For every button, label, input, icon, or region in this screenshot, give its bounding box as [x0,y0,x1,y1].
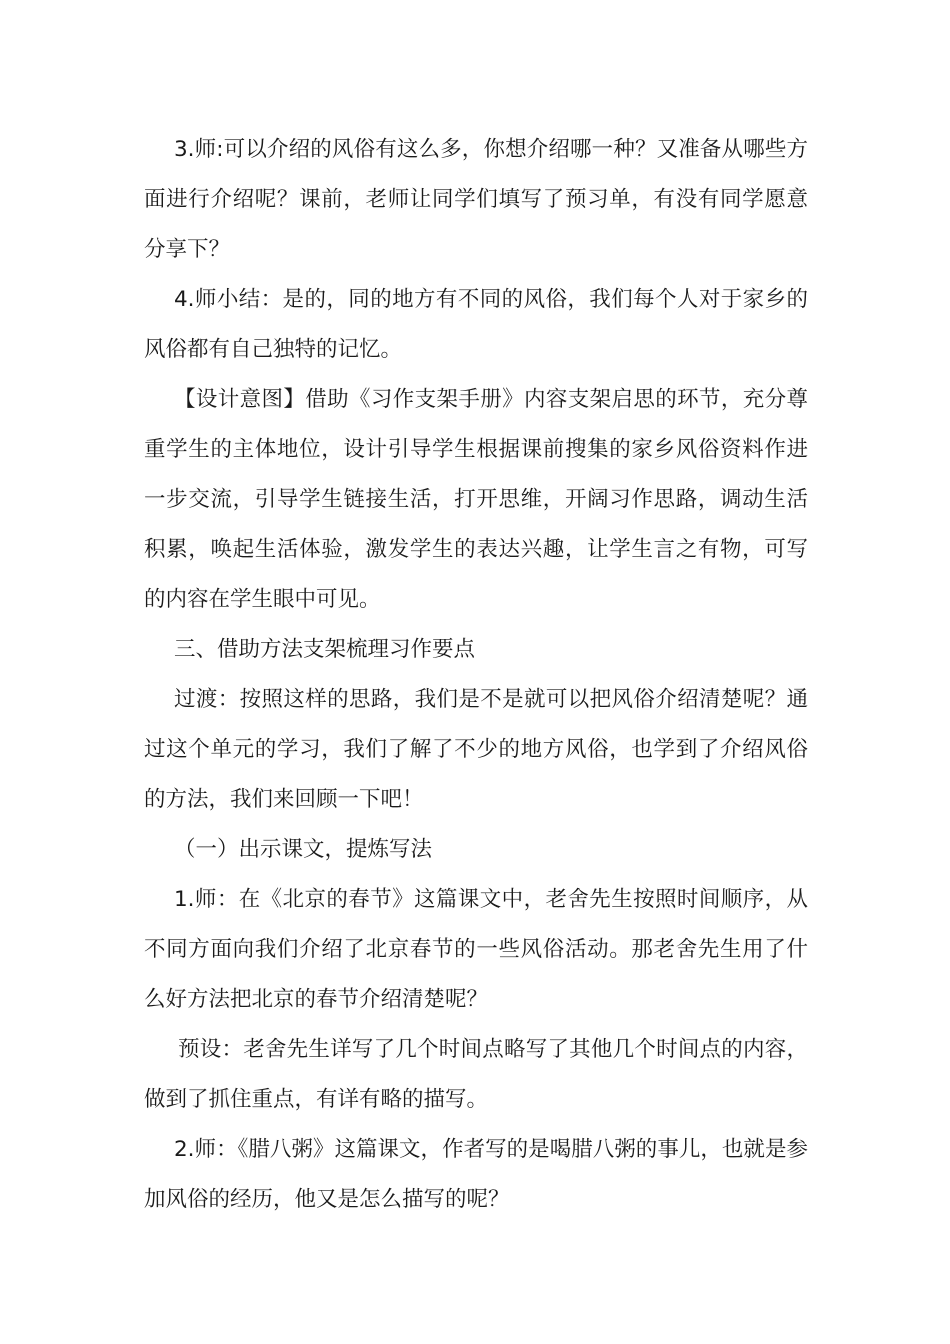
document-body [144,125,808,1225]
paragraph-design-intent: 【设计意图】借助《习作支架手册》内容支架启思的环节，充分尊重学生的主体地位，设计引导学生根据课前搜集的家乡风俗资料作进一步交流，引导学生链接生活，打开思维，开阔习作思路，调动生活积累，唤起生活体验，激发学生的表达兴趣，让学生言之有物，可写的内容在学生眼中可见。 [144,387,808,612]
paragraph-teacher-question-1: 1.师：在《北京的春节》这篇课文中，老舍先生按照时间顺序，从不同方面向我们介绍了北京春节的一些风俗活动。那老舍先生用了什么好方法把北京的春节介绍清楚呢？ [144,887,808,1012]
paragraph-presumption: 预设：老舍先生详写了几个时间点略写了其他几个时间点的内容，做到了抓住重点，有详有略的描写。 [144,1037,808,1112]
paragraph-teacher-summary-4: 4.师小结：是的，同的地方有不同的风俗，我们每个人对于家乡的风俗都有自己独特的记忆。 [144,287,808,362]
paragraph-teacher-question-3: 3.师:可以介绍的风俗有这么多，你想介绍哪一种？又准备从哪些方面进行介绍呢？课前，老师让同学们填写了预习单，有没有同学愿意分享下？ [144,137,808,262]
paragraph-teacher-question-2: 2.师：《腊八粥》这篇课文，作者写的是喝腊八粥的事儿，也就是参加风俗的经历，他又是怎么描写的呢？ [144,1137,808,1212]
subsection-heading-one: （一）出示课文，提炼写法 [174,837,433,862]
paragraph-transition: 过渡：按照这样的思路，我们是不是就可以把风俗介绍清楚呢？通过这个单元的学习，我们了解了不少的地方风俗，也学到了介绍风俗的方法，我们来回顾一下吧！ [144,687,808,812]
section-heading-three: 三、借助方法支架梳理习作要点 [174,637,476,662]
